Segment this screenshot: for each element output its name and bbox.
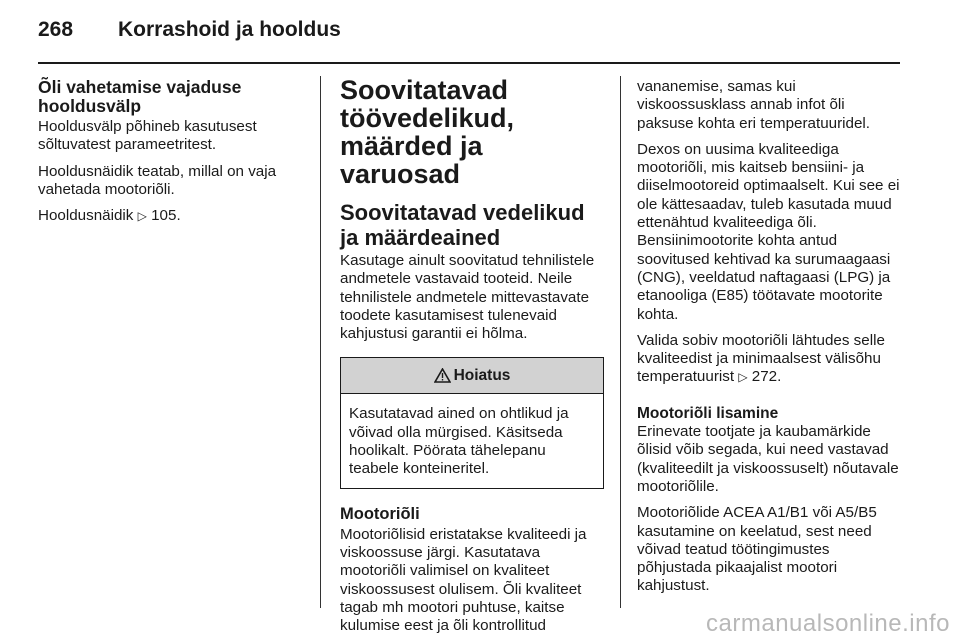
warning-header	[341, 358, 603, 394]
subsection-title: Soovitatavad vedelikud ja määrdeained	[340, 200, 585, 250]
paragraph: Kasutage ainult soovitatud tehnilistele andmetele vastavaid tooteid. Neile tehnilistele andmetele mittevastavate toodete kasutamisest tulenevaid kahjustusi garantii ei hõlma.	[340, 252, 595, 343]
page-reference-link[interactable]: ▷ 272.	[738, 368, 782, 386]
watermark-text: carmanualsonline.info	[706, 610, 950, 637]
header-rule	[38, 62, 900, 64]
page-header	[38, 18, 341, 48]
paragraph: Mootoriõlisid eristatakse kvaliteedi ja viskoossuse järgi. Kasutatava mootoriõli valimisel on kvaliteet viskoossusest olulisem. Õli kvaliteet tagab mh mootori puhtuse, kaitse kulumise eest ja õli kontrollitud	[340, 525, 587, 635]
paragraph: Hooldusnäidik teatab, millal on vaja vahetada mootoriõli.	[38, 162, 277, 198]
page-number: 268	[38, 18, 74, 41]
paragraph: Hooldusvälp põhineb kasutusest sõltuvatest parameetritest.	[38, 118, 257, 154]
triangle-arrow-icon: ▷	[738, 370, 748, 385]
chapter-title: Korrashoid ja hooldus	[118, 18, 341, 41]
column-divider-right	[620, 76, 621, 608]
triangle-arrow-icon: ▷	[137, 209, 147, 224]
section-heading-service-interval: Õli vahetamise vajaduse hooldusvälp	[38, 77, 242, 116]
section-title: Soovitatavad töövedelikud, määrded ja varuosad	[340, 75, 515, 189]
page-reference-link[interactable]: ▷ 105.	[137, 207, 181, 225]
warning-text: Kasutatavad ained on ohtlikud ja võivad olla mürgised. Käsitseda hoolikalt. Pöörata tähelepanu teabele konteineritel.	[349, 405, 569, 478]
column-3	[637, 78, 905, 604]
paragraph: Mootoriõlide ACEA A1/B1 või A5/B5 kasutamine on keelatud, sest need võivad teatud töötingimustes põhjustada pikaajalist mootori kahjustust.	[637, 504, 877, 595]
warning-label: Hoiatus	[453, 366, 511, 384]
paragraph: vananemise, samas kui viskoossusklass annab infot õli paksuse kohta eri temperatuuridel.	[637, 78, 871, 132]
warning-triangle-icon	[434, 368, 451, 383]
column-divider-left	[320, 76, 321, 608]
paragraph: Erinevate tootjate ja kaubamärkide õlisid võib segada, kui need vastavad (kvaliteedilt ja viskoossuselt) nõutavale mootoriõlile.	[637, 423, 899, 495]
warning-box	[340, 357, 604, 488]
column-2	[340, 76, 604, 643]
subheading-engine-oil: Mootoriõli	[340, 504, 420, 523]
paragraph-with-reference: Valida sobiv mootoriõli lähtudes selle kvaliteedist ja minimaalsest välisõhu temperatuurist ▷ 272.	[637, 331, 885, 386]
paragraph-with-reference: Hooldusnäidik ▷ 105.	[38, 207, 181, 225]
paragraph: Dexos on uusima kvaliteediga mootoriõli, mis kaitseb bensiini- ja diiselmootoreid optimaalselt. Kui see ei ole kättesaadav, tuleb kasutada muud ettenähtud kvaliteediga õli. Bensiinimootorite kohta antud soovitused kehtivad ka surumaagaasi (CNG), veeldatud naftagaasi (LPG) ja etanooliga (E85) töötavate mootorite kohta.	[637, 140, 900, 323]
subheading-adding-oil: Mootoriõli lisamine	[637, 404, 779, 422]
column-1	[38, 78, 300, 233]
